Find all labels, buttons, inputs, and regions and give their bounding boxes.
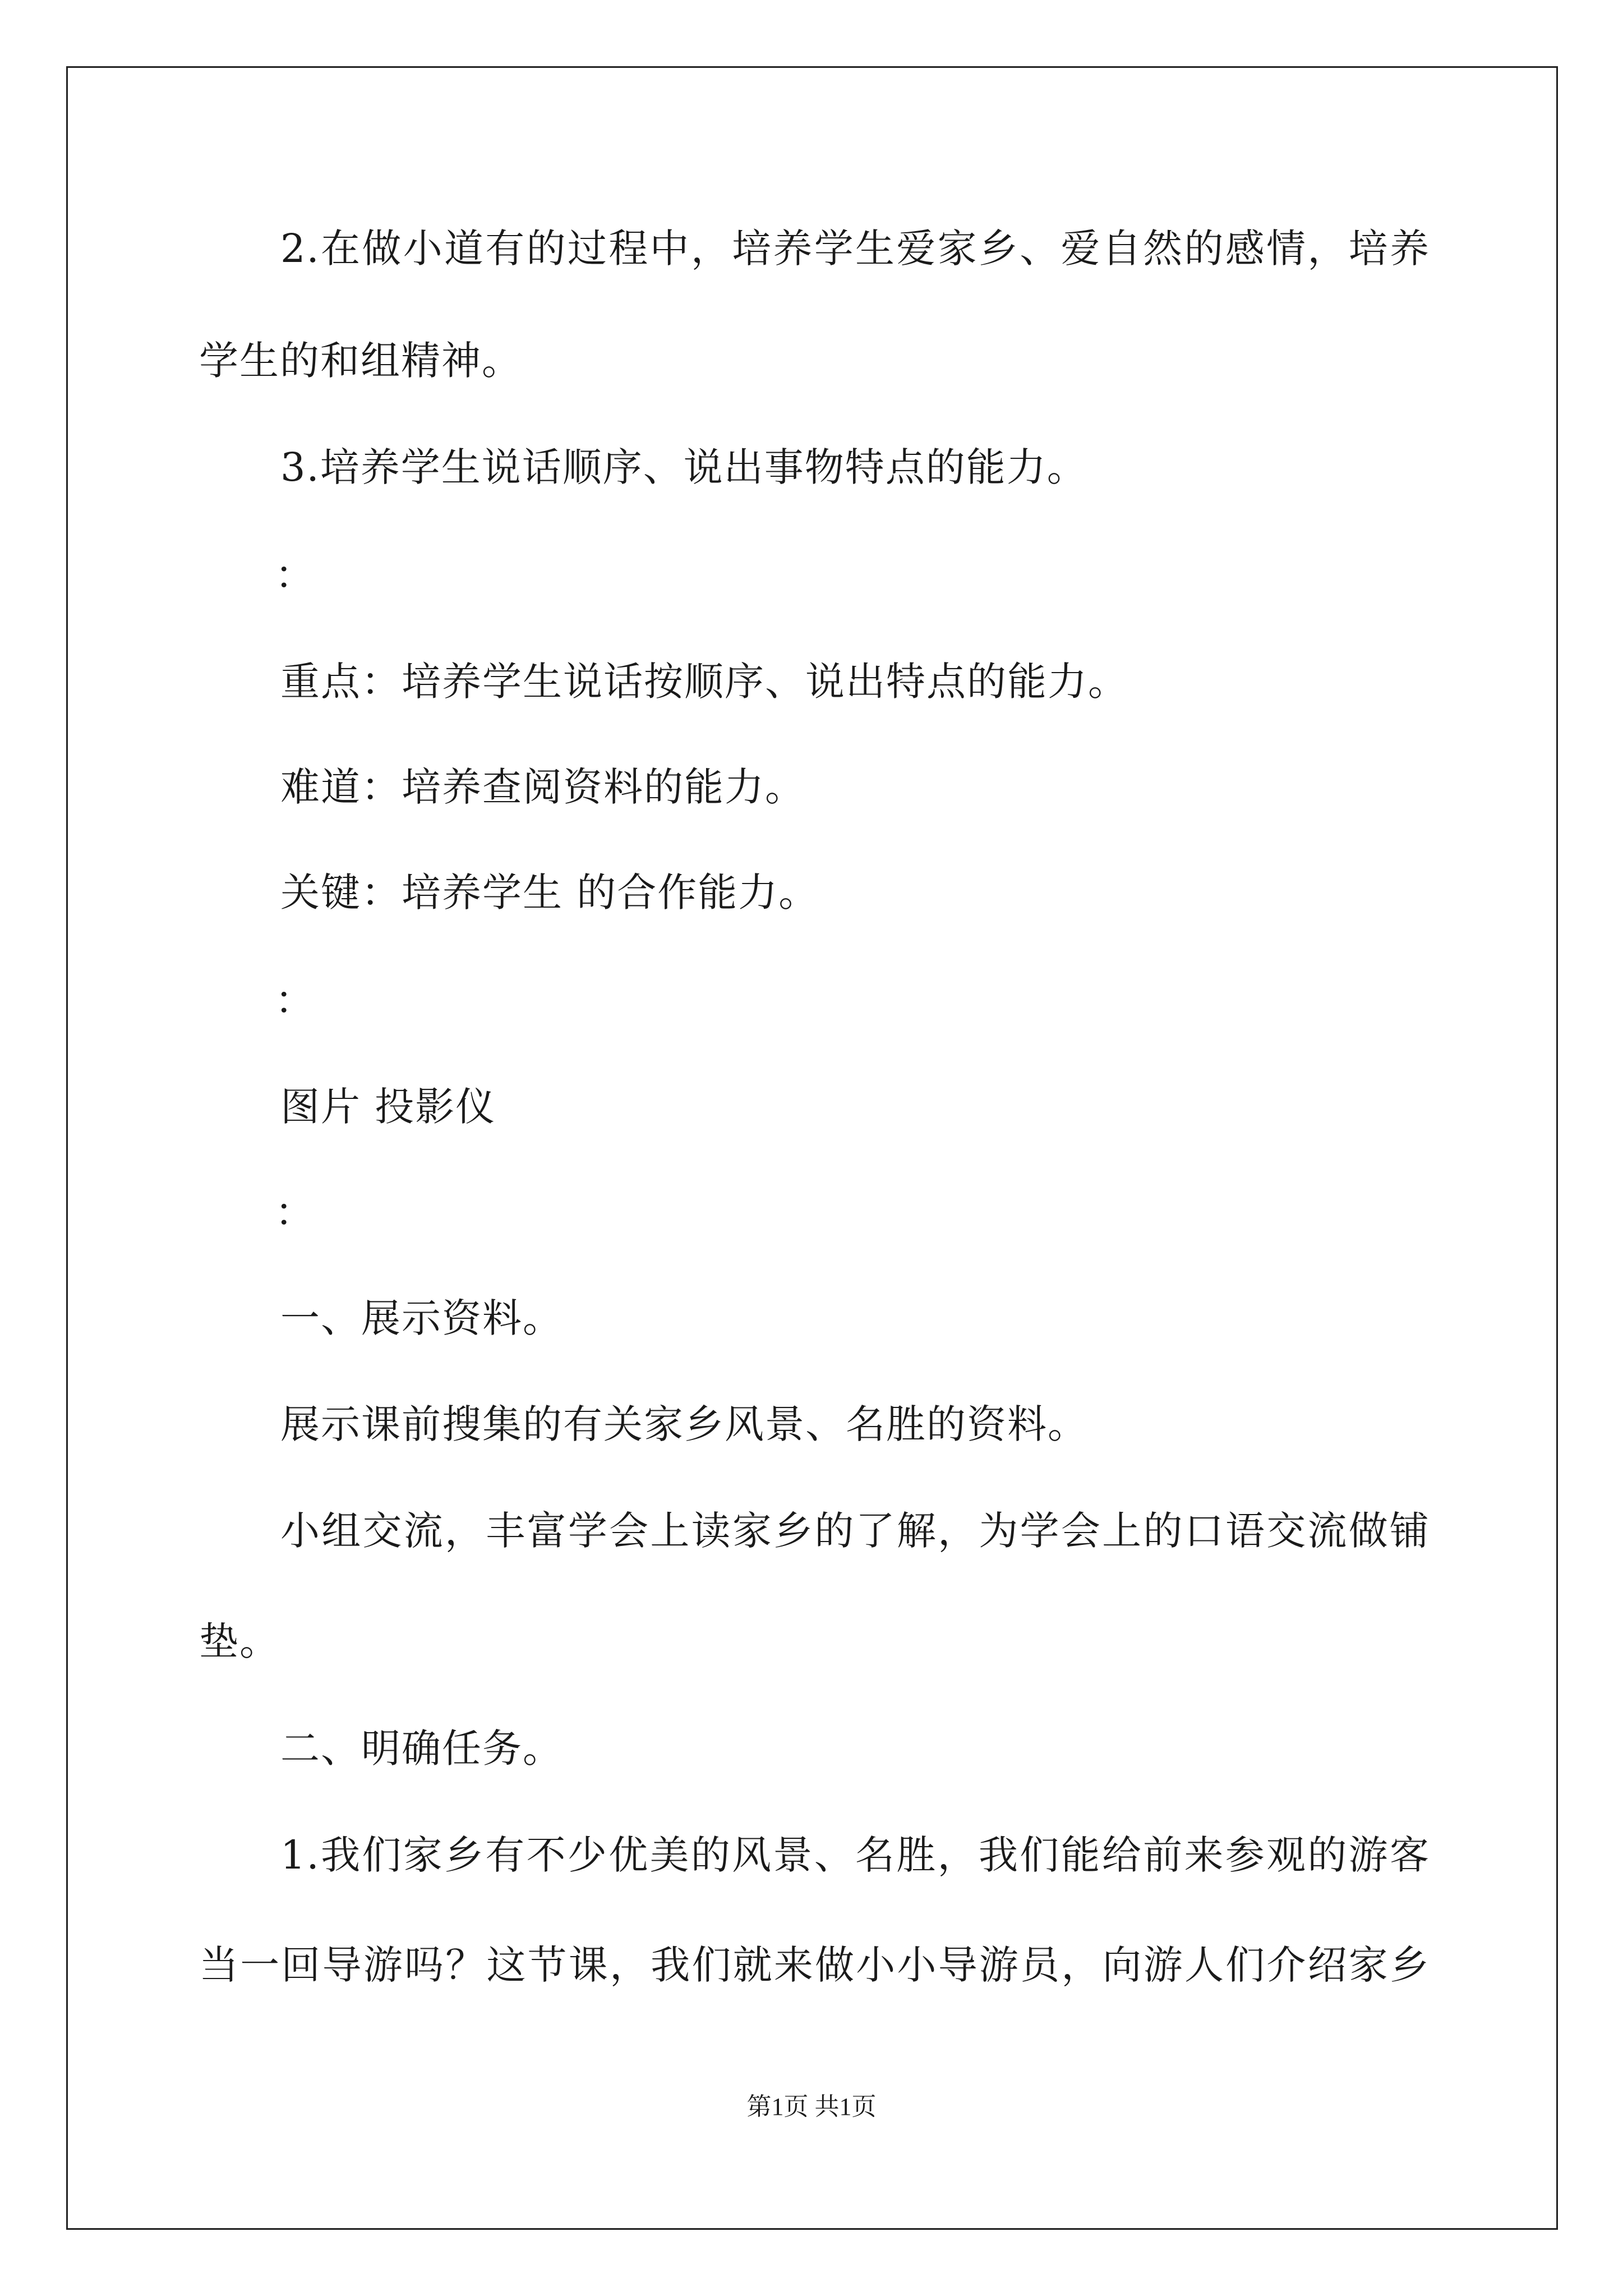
paragraph-line: 垫。 [199,1618,280,1664]
paragraph-line: 当一回导游吗？这节课，我们就来做小小导游员，向游人们介绍家乡 [199,1942,1430,1988]
page-footer [0,2092,1623,2122]
paragraph-line: 学生的和组精神。 [199,338,522,384]
paragraph-line: ： [275,552,315,598]
paragraph-line: 一、展示资料。 [280,1295,563,1341]
page-border [66,66,1558,2230]
paragraph-line: ： [275,1189,315,1235]
paragraph-line: 图片 投影仪 [280,1084,496,1130]
paragraph-line: ： [275,977,315,1023]
paragraph-line: 1.我们家乡有不少优美的风景、名胜，我们能给前来参观的游客 [280,1832,1430,1878]
paragraph-line: 2.在做小道有的过程中，培养学生爱家乡、爱自然的感情，培养 [280,226,1430,272]
paragraph-line: 难道：培养查阅资料的能力。 [280,764,805,810]
paragraph-line: 二、明确任务。 [280,1726,563,1772]
paragraph-line: 小组交流，丰富学会上读家乡的了解，为学会上的口语交流做铺 [280,1508,1430,1554]
paragraph-line: 展示课前搜集的有关家乡风景、名胜的资料。 [280,1401,1088,1447]
paragraph-line: 3.培养学生说话顺序、说出事物特点的能力。 [280,444,1087,490]
paragraph-line: 关键：培养学生 的合作能力。 [280,869,819,915]
paragraph-line: 重点：培养学生说话按顺序、说出特点的能力。 [280,659,1128,705]
page-number: 第1页 共1页 [746,2093,877,2120]
